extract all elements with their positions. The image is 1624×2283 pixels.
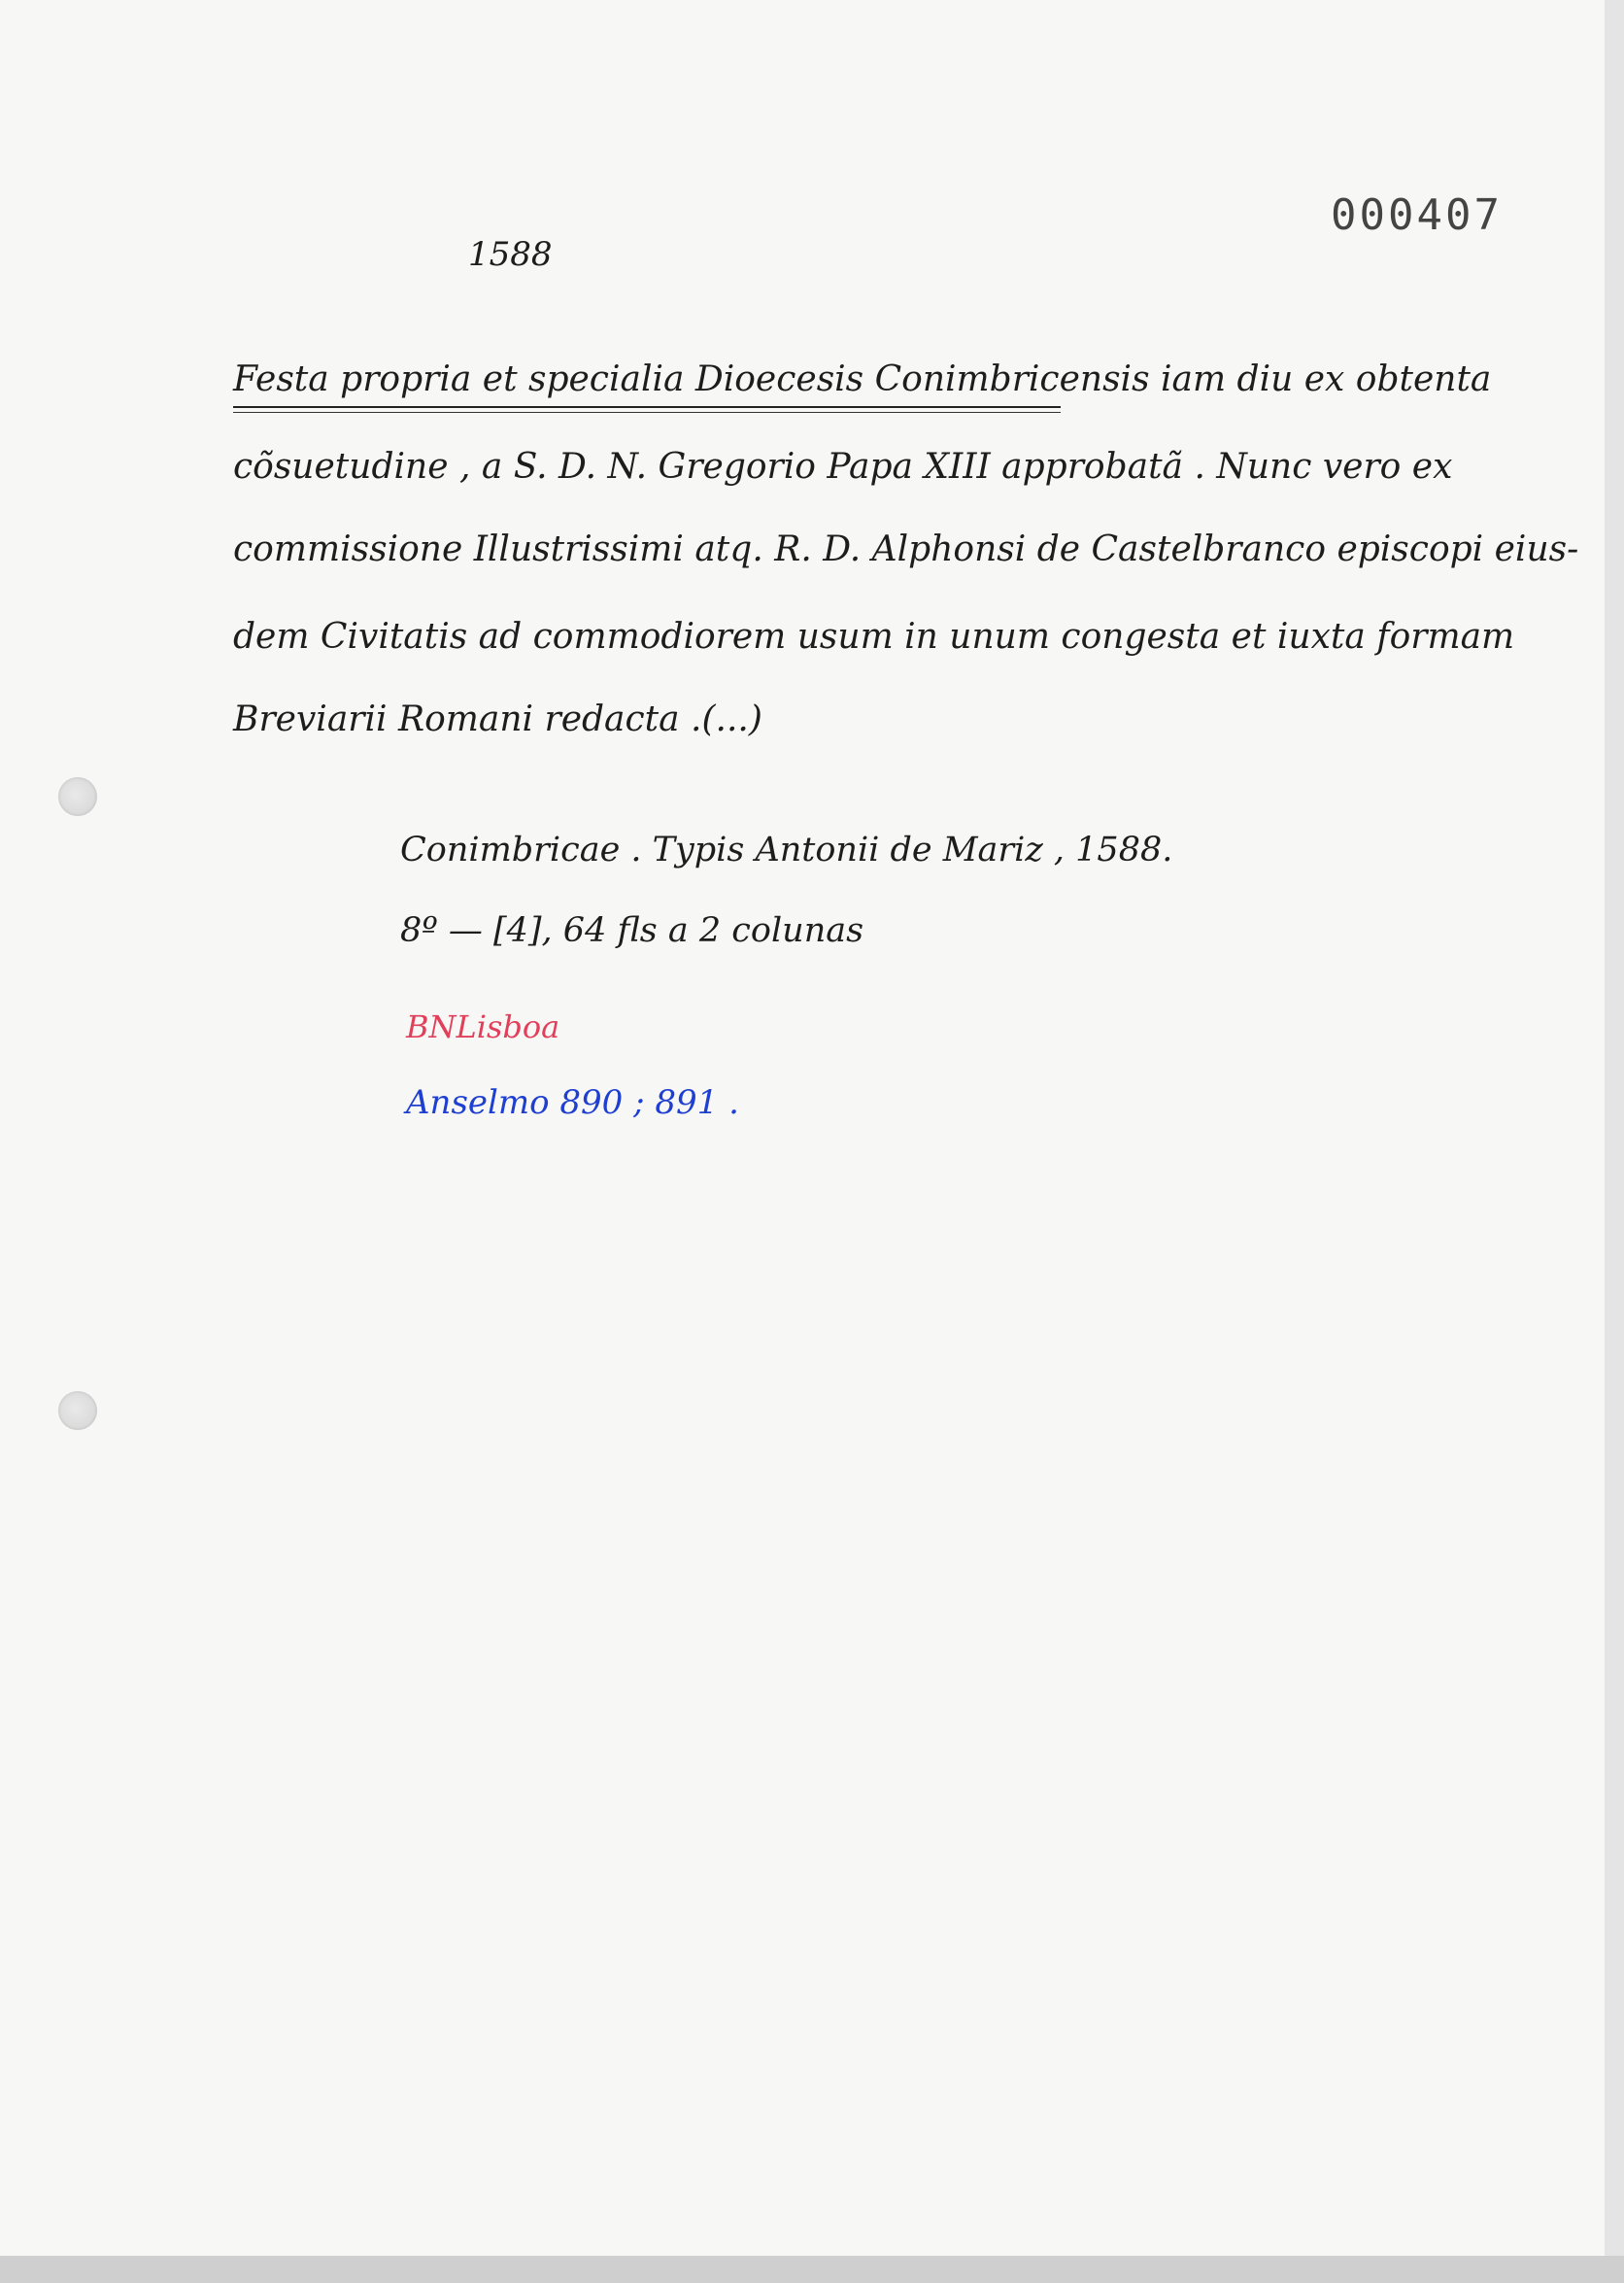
library-holding: BNLisboa <box>406 1008 560 1045</box>
scan-edge-bottom <box>0 2256 1624 2283</box>
title-line-3: commissione Illustrissimi atq. R. D. Alphonsi de Castelbranco episcopi eius- <box>233 529 1579 569</box>
title-line-5: Breviarii Romani redacta .(...) <box>233 699 762 739</box>
title-line-1: Festa propria et specialia Dioecesis Conimbricensis iam diu ex obtenta <box>233 359 1492 399</box>
title-line-2: cõsuetudine , a S. D. N. Gregorio Papa XIII approbatã . Nunc vero ex <box>233 447 1453 487</box>
collation-line: 8º — [4], 64 fls a 2 colunas <box>400 911 864 950</box>
title-line-4: dem Civitatis ad commodiorem usum in unum congesta et iuxta formam <box>233 617 1515 657</box>
record-number: 000407 <box>1331 190 1503 240</box>
punch-hole-icon <box>58 777 97 816</box>
title-underline <box>233 406 1061 408</box>
title-underline-second <box>233 412 1061 413</box>
record-year: 1588 <box>468 235 553 274</box>
scan-edge-right <box>1605 0 1624 2283</box>
imprint-line: Conimbricae . Typis Antonii de Mariz , 1588. <box>400 831 1173 869</box>
bibliographic-reference: Anselmo 890 ; 891 . <box>406 1083 739 1122</box>
punch-hole-icon <box>58 1391 97 1430</box>
